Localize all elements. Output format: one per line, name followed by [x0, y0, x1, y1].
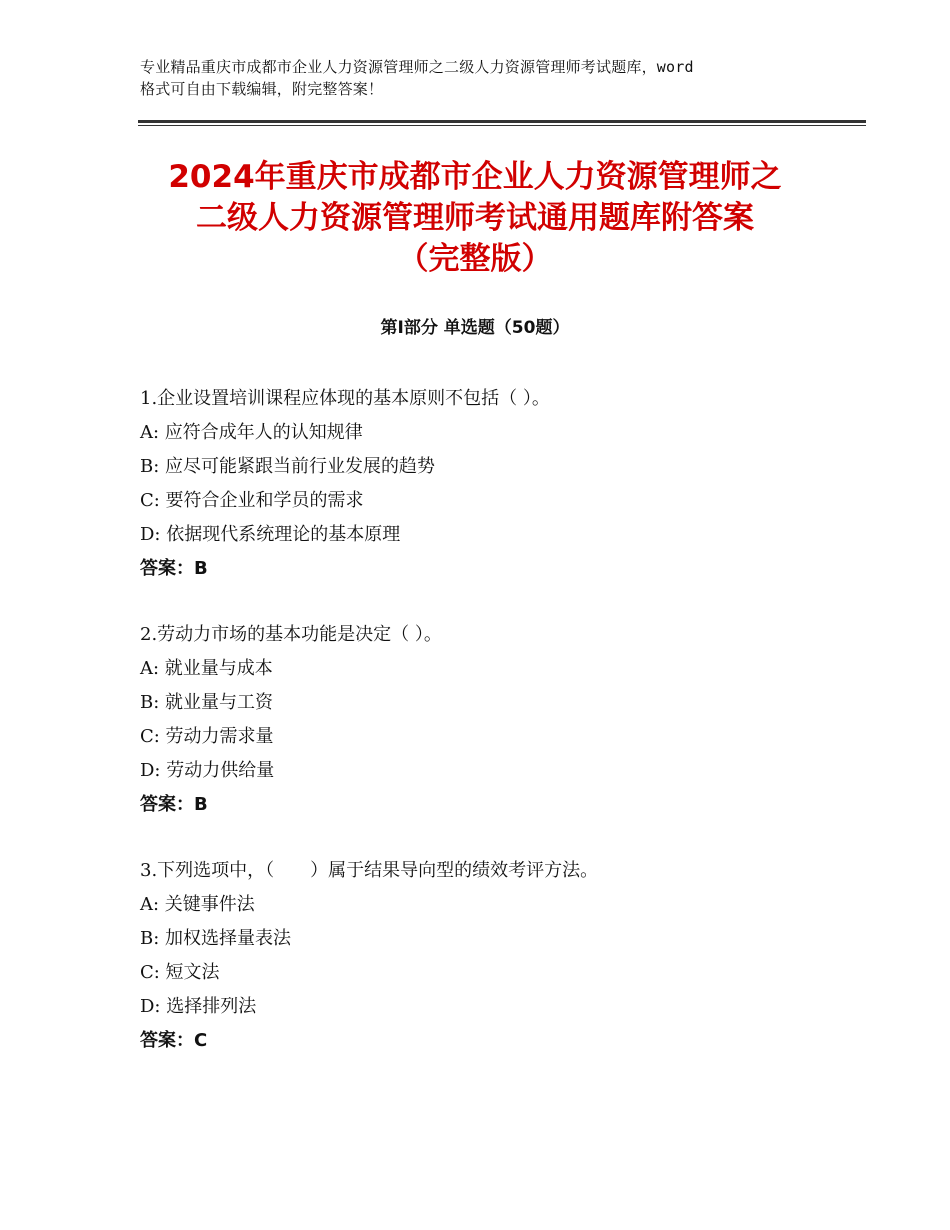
answer: 答案：C	[140, 1030, 208, 1051]
document-title-line-1: 2024年重庆市成都市企业人力资源管理师之	[168, 159, 782, 195]
option-c: C: 短文法	[140, 962, 220, 983]
question-2	[140, 618, 840, 822]
header-divider-thick	[138, 120, 866, 123]
section-heading: 第Ⅰ部分 单选题（50题）	[380, 318, 570, 338]
answer: 答案：B	[140, 794, 208, 815]
option-c: C: 劳动力需求量	[140, 726, 274, 747]
option-a: A: 应符合成年人的认知规律	[140, 422, 363, 443]
option-d: D: 选择排列法	[140, 996, 257, 1017]
header-note	[140, 56, 820, 100]
question-stem: 3.下列选项中，（ ）属于结果导向型的绩效考评方法。	[140, 860, 599, 881]
option-c: C: 要符合企业和学员的需求	[140, 490, 364, 511]
header-note-line-2: 格式可自由下载编辑，附完整答案！	[140, 80, 384, 98]
question-list	[140, 382, 840, 1090]
document-title	[110, 157, 840, 280]
answer: 答案：B	[140, 558, 208, 579]
header-divider-thin	[138, 125, 866, 126]
question-stem: 1.企业设置培训课程应体现的基本原则不包括（ ）。	[140, 388, 550, 409]
header-note-line-1: 专业精品重庆市成都市企业人力资源管理师之二级人力资源管理师考试题库，word	[140, 58, 694, 76]
option-b: B: 应尽可能紧跟当前行业发展的趋势	[140, 456, 436, 477]
option-b: B: 加权选择量表法	[140, 928, 292, 949]
option-a: A: 就业量与成本	[140, 658, 273, 679]
option-b: B: 就业量与工资	[140, 692, 274, 713]
document-title-line-2: 二级人力资源管理师考试通用题库附答案	[196, 200, 754, 236]
document-title-line-3: （完整版）	[397, 241, 553, 277]
option-d: D: 劳动力供给量	[140, 760, 275, 781]
option-d: D: 依据现代系统理论的基本原理	[140, 524, 401, 545]
option-a: A: 关键事件法	[140, 894, 255, 915]
question-3	[140, 854, 840, 1058]
question-1	[140, 382, 840, 586]
question-stem: 2.劳动力市场的基本功能是决定（ ）。	[140, 624, 442, 645]
